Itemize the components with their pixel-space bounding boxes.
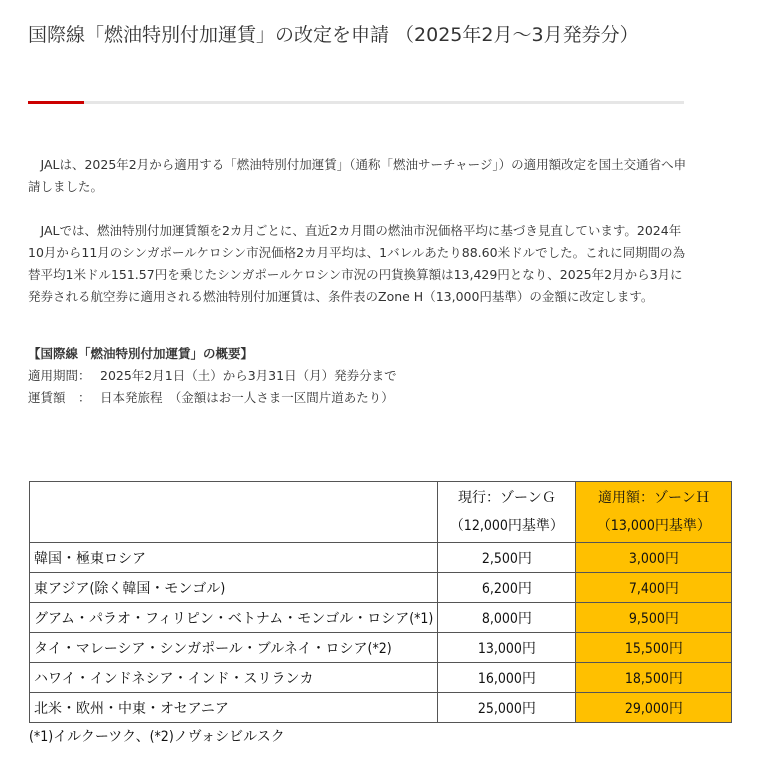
new-fare-cell: 15,500円: [576, 633, 732, 663]
current-fare-cell: 8,000円: [438, 603, 576, 633]
page-title: 国際線「燃油特別付加運賃」の改定を申請 （2025年2月～3月発券分）: [28, 24, 639, 46]
header-current-zone: [438, 482, 576, 543]
region-cell: 韓国・極東ロシア: [30, 543, 438, 573]
new-fare-cell: 7,400円: [576, 573, 732, 603]
header-current-line1: 現行：ゾーンＧ: [457, 490, 556, 506]
current-fare-cell: 13,000円: [438, 633, 576, 663]
new-fare-cell: 3,000円: [576, 543, 732, 573]
period-label: 適用期間：: [28, 368, 91, 383]
region-cell: 北米・欧州・中東・オセアニア: [30, 693, 438, 723]
title-divider: [28, 101, 684, 104]
new-fare-cell: 29,000円: [576, 693, 732, 723]
table-row: [30, 663, 732, 693]
detail-paragraph: JALでは、燃油特別付加運賃額を2カ月ごとに、直近2カ月間の燃油市況価格平均に基づき見直しています。2024年10月から11月のシンガポールケロシン市況価格2カ月平均は、1バレルあたり88.60米ドルでした。これに同期間の為替平均1米ドル151.57円を乗じたシンガポールケロシン市況の円貨換算額は13,429円となり、2025年2月から3月に発券される航空券に適用される燃油特別付加運賃は、条件表のZone H（13,000円基準）の金額に改定します。: [28, 223, 686, 304]
current-fare-cell: 6,200円: [438, 573, 576, 603]
region-cell: グアム・パラオ・フィリピン・ベトナム・モンゴル・ロシア(*1): [30, 603, 438, 633]
header-new-line2: （13,000円基準）: [596, 518, 711, 534]
summary-period-row: [28, 365, 688, 387]
header-current-line2: （12,000円基準）: [449, 518, 564, 534]
region-cell: ハワイ・インドネシア・インド・スリランカ: [30, 663, 438, 693]
table-row: [30, 543, 732, 573]
current-fare-cell: 2,500円: [438, 543, 576, 573]
table-row: [30, 573, 732, 603]
surcharge-summary: [28, 343, 688, 409]
title-divider-accent: [28, 101, 84, 104]
summary-fare-row: [28, 387, 688, 409]
new-fare-cell: 18,500円: [576, 663, 732, 693]
header-region: [30, 482, 438, 543]
fare-label: 運賃額 ：: [28, 390, 91, 405]
region-cell: タイ・マレーシア・シンガポール・ブルネイ・ロシア(*2): [30, 633, 438, 663]
table-row: [30, 603, 732, 633]
summary-heading: 【国際線「燃油特別付加運賃」の概要】: [28, 346, 254, 361]
table-row: [30, 633, 732, 663]
current-fare-cell: 25,000円: [438, 693, 576, 723]
table-header-row: [30, 482, 732, 543]
current-fare-cell: 16,000円: [438, 663, 576, 693]
period-value: 2025年2月1日（土）から3月31日（月）発券分まで: [100, 368, 397, 383]
intro-paragraph: JALは、2025年2月から適用する「燃油特別付加運賃」（通称「燃油サーチャージ」）の適用額改定を国土交通省へ申請しました。: [28, 157, 687, 194]
header-new-zone: [576, 482, 732, 543]
new-fare-cell: 9,500円: [576, 603, 732, 633]
region-cell: 東アジア(除く韓国・モンゴル): [30, 573, 438, 603]
fare-value: 日本発旅程 （金額はお一人さま一区間片道あたり）: [100, 390, 394, 405]
table-row: [30, 693, 732, 723]
surcharge-table: [29, 481, 732, 723]
header-new-line1: 適用額：ゾーンＨ: [597, 490, 710, 506]
table-footnote: (*1)イルクーツク、(*2)ノヴォシビルスク: [29, 729, 285, 745]
